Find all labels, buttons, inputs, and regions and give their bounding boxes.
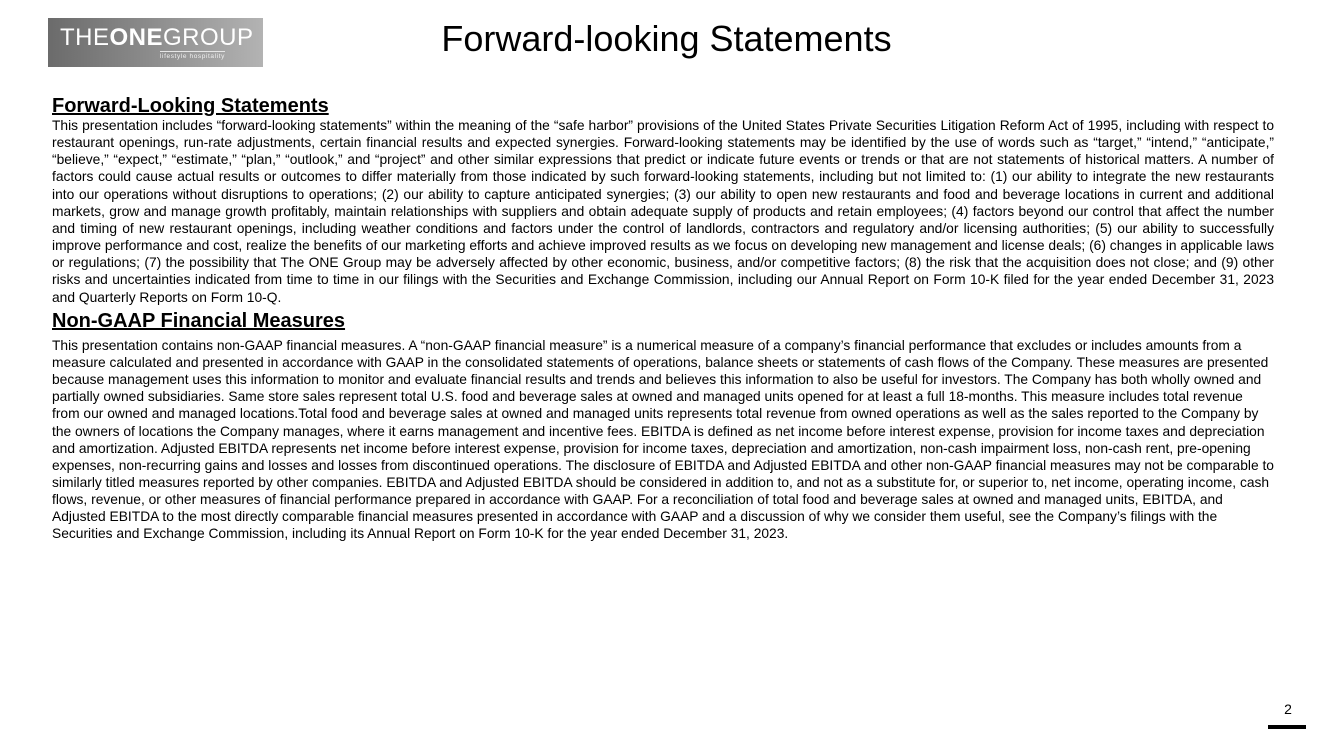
- page-number-rule: [1268, 725, 1306, 729]
- logo-wordmark: [60, 24, 254, 52]
- non-gaap-heading: Non-GAAP Financial Measures: [52, 309, 346, 332]
- slide-content: [52, 95, 1274, 543]
- page-number: 2: [1284, 701, 1292, 717]
- non-gaap-paragraph: This presentation contains non-GAAP financial measures. A “non-GAAP financial measure” is a numerical measure of a company’s financial performance that excludes or includes amounts from a measure calculated and presented in accordance with GAAP in the consolidated statements of operations, balance sheets or statements of cash flows of the Company. These measures are presented because management uses this information to monitor and evaluate financial results and trends and believes this information to also be useful for investors. The Company has both wholly owned and partially owned subsidiaries. Same store sales represent total U.S. food and beverage sales at owned and managed units opened for at least a full 18-months. This measure includes total revenue from our owned and managed locations.Total food and beverage sales at owned and managed units represents total revenue from owned operations as well as the sales reported to the Company by the owners of locations the Company manages, where it earns management and incentive fees. EBITDA is defined as net income before interest expense, provision for income taxes and depreciation and amortization. Adjusted EBITDA represents net income before interest expense, provision for income taxes, depreciation and amortization, non-cash impairment loss, non-cash rent, pre-opening expenses, non-recurring gains and losses and losses from discontinued operations. The disclosure of EBITDA and Adjusted EBITDA and other non-GAAP financial measures may not be comparable to similarly titled measures reported by other companies. EBITDA and Adjusted EBITDA should be considered in addition to, and not as a substitute for, or superior to, net income, operating income, cash flows, revenue, or other measures of financial performance prepared in accordance with GAAP. For a reconciliation of total food and beverage sales at owned and managed units, EBITDA, and Adjusted EBITDA to the most directly comparable financial measures presented in accordance with GAAP and a discussion of why we consider them useful, see the Company’s filings with the Securities and Exchange Commission, including its Annual Report on Form 10-K for the year ended December 31, 2023.: [52, 337, 1274, 542]
- forward-looking-heading: Forward-Looking Statements: [52, 95, 329, 117]
- slide-title: Forward-looking Statements: [441, 18, 892, 59]
- logo-word-group: GROUP: [163, 24, 254, 51]
- logo-word-one: ONE: [109, 24, 164, 51]
- forward-looking-paragraph: This presentation includes “forward-looking statements” within the meaning of the “safe harbor” provisions of the United States Private Securities Litigation Reform Act of 1995, including with respect to restaurant openings, run-rate adjustments, certain financial results and expected synergies. Forward-looking statements may be identified by the use of words such as “target,” “intend,” “anticipate,” “believe,” “expect,” “estimate,” “plan,” “outlook,” and “project” and other similar expressions that predict or indicate future events or trends or that are not statements of historical matters. A number of factors could cause actual results or outcomes to differ materially from those indicated by such forward-looking statements, including but not limited to: (1) our ability to integrate the new restaurants into our operations without disruptions to operations; (2) our ability to capture anticipated synergies; (3) our ability to open new restaurants and food and beverage locations in current and additional markets, grow and manage growth profitably, maintain relationships with suppliers and obtain adequate supply of products and retain employees; (4) factors beyond our control that affect the number and timing of new restaurant openings, including weather conditions and factors under the control of landlords, contractors and regulatory and/or licensing authorities; (5) our ability to successfully improve performance and cost, realize the benefits of our marketing efforts and achieve improved results as we focus on developing new management and license deals; (6) changes in applicable laws or regulations; (7) the possibility that The ONE Group may be adversely affected by other economic, business, and/or competitive factors; (8) the risk that the acquisition does not close; and (9) other risks and uncertainties indicated from time to time in our filings with the Securities and Exchange Commission, including our Annual Report on Form 10-K filed for the year ended December 31, 2023 and Quarterly Reports on Form 10-Q.: [52, 118, 1274, 305]
- company-logo: [48, 18, 263, 67]
- logo-word-the: THE: [60, 24, 110, 51]
- logo-tagline: lifestyle hospitality: [160, 53, 225, 60]
